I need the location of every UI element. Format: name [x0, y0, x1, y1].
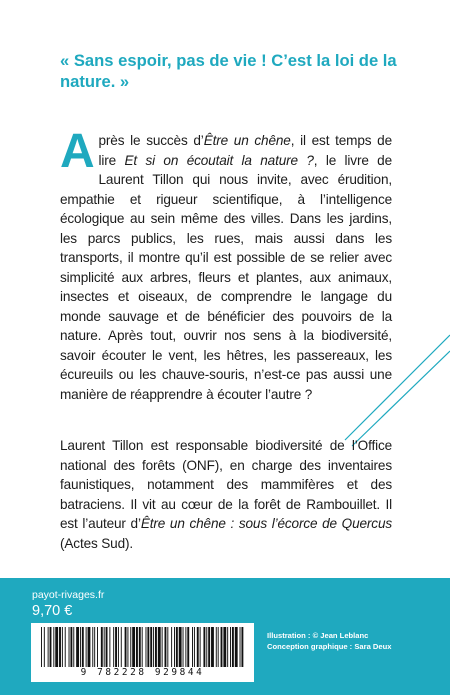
barcode-bar — [179, 627, 182, 667]
barcode-bar — [235, 627, 238, 667]
barcode — [31, 623, 254, 682]
barcode-bar — [174, 627, 175, 667]
barcode-bar — [208, 627, 210, 667]
author-bio — [60, 436, 392, 553]
barcode-bar — [227, 627, 228, 667]
barcode-bar — [53, 627, 54, 667]
barcode-bar — [230, 627, 231, 667]
barcode-bar — [153, 627, 154, 667]
barcode-bars — [37, 627, 248, 669]
price: 9,70 € — [32, 603, 73, 619]
barcode-bar — [221, 627, 223, 667]
barcode-bar — [240, 627, 241, 667]
barcode-bar — [65, 627, 66, 667]
barcode-bar — [197, 627, 199, 667]
barcode-bar — [121, 627, 122, 667]
barcode-bar — [132, 627, 135, 667]
barcode-bar — [158, 627, 161, 667]
barcode-bar — [69, 627, 70, 667]
barcode-bar — [50, 627, 52, 667]
barcode-bar — [232, 627, 234, 667]
barcode-bar — [194, 627, 195, 667]
barcode-bar — [104, 627, 105, 667]
barcode-bar — [86, 627, 87, 667]
barcode-bar — [130, 627, 131, 667]
barcode-bar — [127, 627, 128, 667]
barcode-bar — [113, 627, 114, 667]
footer-band — [0, 578, 450, 695]
barcode-bar — [147, 627, 149, 667]
barcode-bar — [118, 627, 119, 667]
barcode-bar — [80, 627, 81, 667]
barcode-bar — [183, 627, 184, 667]
barcode-bar — [139, 627, 141, 667]
barcode-bar — [76, 627, 79, 667]
barcode-bar — [216, 627, 217, 667]
barcode-bar — [97, 627, 98, 667]
book-description — [60, 125, 392, 404]
barcode-bar — [185, 627, 186, 667]
book-title-2: Et si on écoutait la nature ? — [124, 152, 314, 168]
barcode-bar — [206, 627, 207, 667]
barcode-bar — [211, 627, 214, 667]
barcode-bar — [70, 627, 72, 667]
author-book-title: Être un chêne : sous l’écorce de Quercus — [140, 516, 392, 531]
barcode-bar — [106, 627, 108, 667]
barcode-bar — [136, 627, 138, 667]
barcode-bar — [115, 627, 117, 667]
credits — [267, 630, 391, 652]
barcode-bar — [167, 627, 168, 667]
barcode-bar — [92, 627, 93, 667]
barcode-bar — [171, 627, 172, 667]
cover-quote: « Sans espoir, pas de vie ! C’est la loi de la nature. » — [60, 51, 397, 91]
barcode-bar — [109, 627, 110, 667]
barcode-bar — [192, 627, 193, 667]
barcode-bar — [223, 627, 226, 667]
description-rest: , le livre de Laurent Tillon qui nous invite, avec érudition, empathie et rigueur scientifique, à l’intelligence écologique au sein même des villes. Dans les jardins, les parcs publics, les rues, mais aussi dans les transports, il montre qu’il est possible de se relier avec simplicité aux arbres, fleurs et plantes, aux animaux, insectes et oiseaux, de comprendre le langage du monde sauvage et de bénéficier des pouvoirs de la nature. Après tout, ouvrir nos sens à la biodiversité, savoir écouter le vent, les hêtres, les passereaux, les écureuils ou les chauve-souris, n’est-ce pas aussi une manière de réapprendre à écouter l’autre ? — [60, 152, 392, 402]
barcode-bar — [162, 627, 163, 667]
barcode-bar — [44, 627, 45, 667]
description-mid: , il est temps de lire — [98, 133, 392, 168]
credit-illustration: Illustration : © Jean Leblanc — [267, 631, 369, 640]
barcode-bar — [165, 627, 167, 667]
barcode-bar — [88, 627, 91, 667]
barcode-bar — [218, 627, 219, 667]
barcode-bar — [241, 627, 243, 667]
barcode-bar — [48, 627, 49, 667]
book-title-1: Être un chêne — [203, 133, 291, 148]
barcode-bar — [82, 627, 84, 667]
author-bio-end: (Actes Sud). — [60, 535, 133, 551]
barcode-bar — [176, 627, 178, 667]
barcode-bar — [155, 627, 157, 667]
barcode-bar — [55, 627, 58, 667]
barcode-bar — [73, 627, 74, 667]
barcode-bar — [203, 627, 205, 667]
publisher-website[interactable]: payot-rivages.fr — [32, 589, 105, 601]
author-bio-text: Laurent Tillon est responsable biodiversité de l’Office national des forêts (ONF), en charge des inventaires faunistiques, notamment des mammifères et des batraciens. Il vit au cœur de la forêt de Rambouillet. Il est l’auteur d’ — [60, 438, 392, 531]
isbn-number: 9 782228 929844 — [80, 667, 205, 678]
barcode-bar — [101, 627, 103, 667]
barcode-bar — [62, 627, 63, 667]
barcode-bar — [200, 627, 201, 667]
description-lead: près le succès d’ — [98, 133, 204, 148]
barcode-bar — [41, 627, 42, 667]
barcode-bar — [146, 627, 147, 667]
drop-cap: A — [60, 125, 95, 178]
barcode-bar — [94, 627, 95, 667]
credit-design: Conception graphique : Sara Deux — [267, 642, 392, 651]
barcode-bar — [187, 627, 189, 667]
barcode-bar — [142, 627, 143, 667]
barcode-bar — [150, 627, 152, 667]
barcode-bar — [125, 627, 127, 667]
barcode-bar — [59, 627, 61, 667]
